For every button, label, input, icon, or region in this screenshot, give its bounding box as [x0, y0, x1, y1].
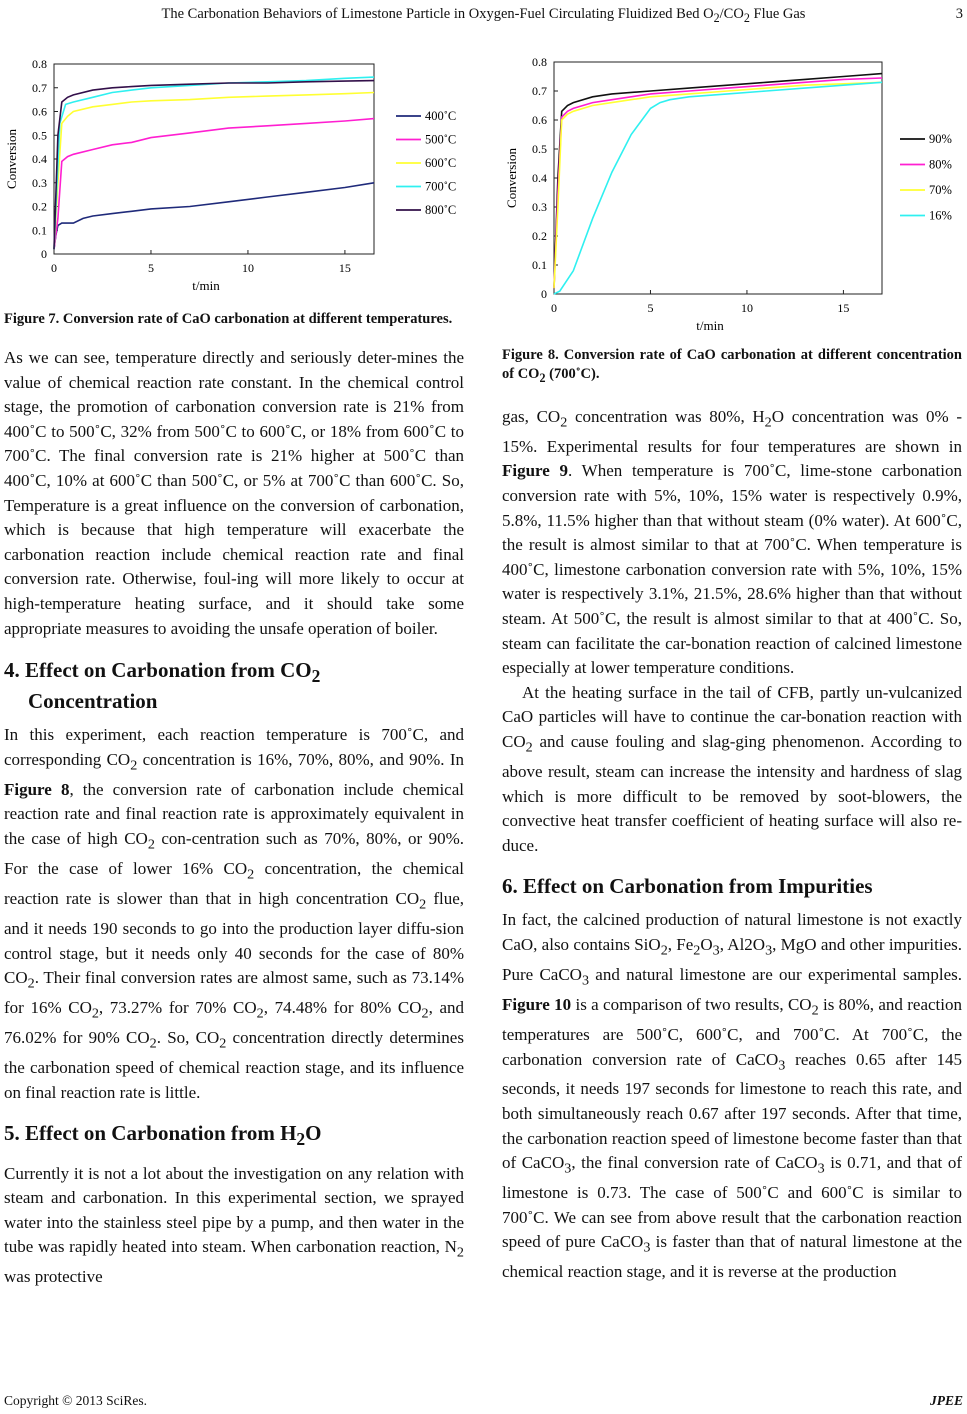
- paragraph: As we can see, temperature directly and seriously deter-mines the value of chemical reaction rate constant. In the chemical control stage, the promotion of carbonation conversion rate is 21% from 400˚C to 500˚C, 32% from 500˚C to 600˚C, or 18% from 600˚C to 700˚C. The final conversion rate is 21% higher at 500˚C than 400˚C, 10% at 600˚C than 500˚C, or 5% at 700˚C than 600˚C. So, Temperature is a great influence on the conversion of carbonation, which is because that high temperature will exacerbate the carbonation reaction include chemical reaction rate and final conversion rate. Otherwise, foul-ing will more likely to occur at high-temperature heating surface, and it should take some appropriate measures to avoiding the unsafe operation of boiler.: [4, 348, 464, 638]
- x-tick-label: 5: [647, 301, 654, 315]
- x-axis-label: t/min: [696, 318, 724, 333]
- copyright: Copyright © 2013 SciRes.: [4, 1393, 148, 1408]
- legend-label: 400˚C: [425, 109, 457, 123]
- paragraph: Currently it is not a lot about the investigation on any relation with steam and carbonation. In this experimental section, we sprayed water into the stainless steel pipe by a pump, and then water in the tube was rapidly heated into steam. When carbonation reaction, $N_2$ was protective: [4, 1163, 464, 1287]
- x-tick-label: 10: [740, 301, 753, 315]
- legend-label: 16%: [929, 208, 952, 223]
- y-tick-label: 0.2: [32, 199, 47, 214]
- y-tick-label: 0: [41, 247, 47, 261]
- y-tick-label: 0.6: [32, 104, 47, 119]
- x-tick-label: 10: [241, 261, 254, 275]
- y-tick-label: 0.1: [532, 258, 547, 272]
- y-tick-label: 0.7: [32, 80, 47, 95]
- y-tick-label: 0.4: [32, 152, 47, 166]
- x-tick-label: 0: [51, 261, 57, 275]
- legend-label: 500˚C: [425, 132, 457, 147]
- figure-8-chart: [502, 40, 964, 334]
- legend-label: 70%: [929, 183, 952, 197]
- right-column: [502, 40, 962, 1285]
- page-number: 3: [955, 6, 963, 22]
- figure-7: [4, 40, 464, 298]
- legend-label: 80%: [929, 157, 952, 172]
- x-tick-label: 15: [338, 261, 351, 275]
- y-axis-label: Conversion: [4, 129, 19, 189]
- x-axis-label: t/min: [192, 278, 220, 293]
- paragraph: gas, $CO_2$ concentration was 80%, $H_2O$ concentration was 0% - 15%. Experimental results for four temperatures are shown in Figure 9. When temperature is 700˚C, lime-stone carbonation conversion rate with 5%, 10%, 15% water is respectively 0.9%, 5.8%, 11.5% higher than that without steam (0% water). At 600˚C, the result is almost similar to that at 700˚C. When temperature is 400˚C, limestone carbonation conversion rate with 5%, 10%, 15% water is respectively 3.1%, 21.5%, 28.6% higher than that without steam. At 500˚C, the result is almost similar to that at 400˚C. So, steam can facilitate the car-bonation reaction of calcined limestone especially at lower temperature conditions.: [502, 406, 962, 678]
- y-axis-label: Conversion: [504, 148, 519, 208]
- y-tick-label: 0.3: [32, 175, 47, 190]
- x-tick-label: 5: [147, 261, 154, 275]
- figure-7-caption: Figure 7. Conversion rate of CaO carbonation at different temperatures.: [4, 311, 453, 327]
- legend-label: 600˚C: [425, 156, 457, 170]
- y-tick-label: 0.7: [532, 84, 547, 98]
- paragraph: In fact, the calcined production of natural limestone is not exactly CaO, also contains SiO$_2$, $Fe_2O_3$, $Al2O_3$, MgO and other impurities. Pure CaCO$_3$ and natural limestone are our experimental samples. Figure 10 is a comparison of two results, $CO_2$ is 80%, and reaction temperatures are 500˚C, 600˚C, and 700˚C. At 700˚C, the carbonation conversion rate of CaCO$_3$ reaches 0.65 after 145 seconds, it needs 197 seconds for limestone to reach this rate, and both simultaneously reach 0.67 after 197 seconds. After that time, the carbonation reaction speed of limestone become faster than that of CaCO$_3$, the final conversion rate of CaCO$_3$ is 0.71, and that of limestone is 0.73. The case of 500˚C and 600˚C is similar to 700˚C. We can see from above result that the carbonation reaction speed of pure CaCO$_3$ is faster than that of natural limestone at the chemical reaction stage, and it is reverse at the production: [502, 910, 963, 1282]
- y-tick-label: 0.1: [32, 223, 47, 238]
- figure-8-caption: Figure 8. Conversion rate of CaO carbonation at different concentration of $CO_2$ (700˚C).: [502, 347, 962, 385]
- page-footer: [4, 1393, 963, 1409]
- left-column: [4, 40, 464, 1290]
- y-tick-label: 0: [541, 287, 547, 301]
- y-tick-label: 0.5: [32, 128, 47, 143]
- y-tick-label: 0.2: [532, 229, 547, 243]
- journal-name: JPEE: [929, 1393, 963, 1408]
- running-header: [0, 6, 967, 30]
- y-tick-label: 0.4: [532, 171, 547, 185]
- legend-label: 700˚C: [425, 179, 457, 194]
- y-tick-label: 0.8: [32, 57, 47, 71]
- x-tick-label: 0: [551, 301, 557, 315]
- paragraph: In this experiment, each reaction temperature is 700˚C, and corresponding $CO_2$ concentration is 16%, 70%, 80%, and 90%. In Figure 8, the conversion rate of carbonation include chemical reaction rate and final reaction rate is approximately equivalent in the case of high $CO_2$ con-centration such as 70%, 80%, or 90%. For the case of lower 16% $CO_2$ concentration, the chemical reaction rate is slower than that in high concentration $CO_2$ flue, and it needs 190 seconds to go into the production layer diffu-sion control stage, but it needs only 40 seconds for the case of 80% $CO_2$. Their final conversion rates are almost same, such as 73.14% for 16% $CO_2$, 73.27% for 70% $CO_2$, 74.48% for 80% $CO_2$, and 76.02% for 90% $CO_2$. So, $CO_2$ concentration directly determines the carbonation speed of chemical reaction stage, and its influence on final reaction rate is little.: [4, 725, 465, 1102]
- x-tick-label: 15: [837, 301, 850, 315]
- section-heading-6: 6. Effect on Carbonation from Impurities: [502, 874, 873, 899]
- y-tick-label: 0.3: [532, 200, 547, 214]
- paragraph: At the heating surface in the tail of CFB, partly un-vulcanized CaO particles will have to continue the car-bonation reaction with $CO_2$ and cause fouling and slag-ging phenomenon. According to above result, steam can increase the intensity and hardness of slag which is more difficult to be removed by soot-blowers, the convective heat transfer coefficient of heating surface will also re-duce.: [502, 682, 962, 855]
- legend-label: 90%: [929, 132, 952, 146]
- y-tick-label: 0.6: [532, 113, 547, 127]
- section-heading-5: 5. Effect on Carbonation from $H_2O$: [4, 1121, 322, 1150]
- plot-frame: [54, 64, 374, 254]
- section-heading-4: 4. Effect on Carbonation from $CO_2$ Concentration: [4, 658, 321, 714]
- running-title: The Carbonation Behaviors of Limestone Particle in Oxygen-Fuel Circulating Fluidized Bed $O_2/CO_2$ Flue Gas: [161, 6, 806, 25]
- plot-frame: [554, 62, 882, 294]
- y-tick-label: 0.5: [532, 142, 547, 156]
- figure-8: [502, 40, 962, 334]
- y-tick-label: 0.8: [532, 55, 547, 69]
- figure-7-chart: [4, 40, 464, 298]
- legend-label: 800˚C: [425, 203, 457, 217]
